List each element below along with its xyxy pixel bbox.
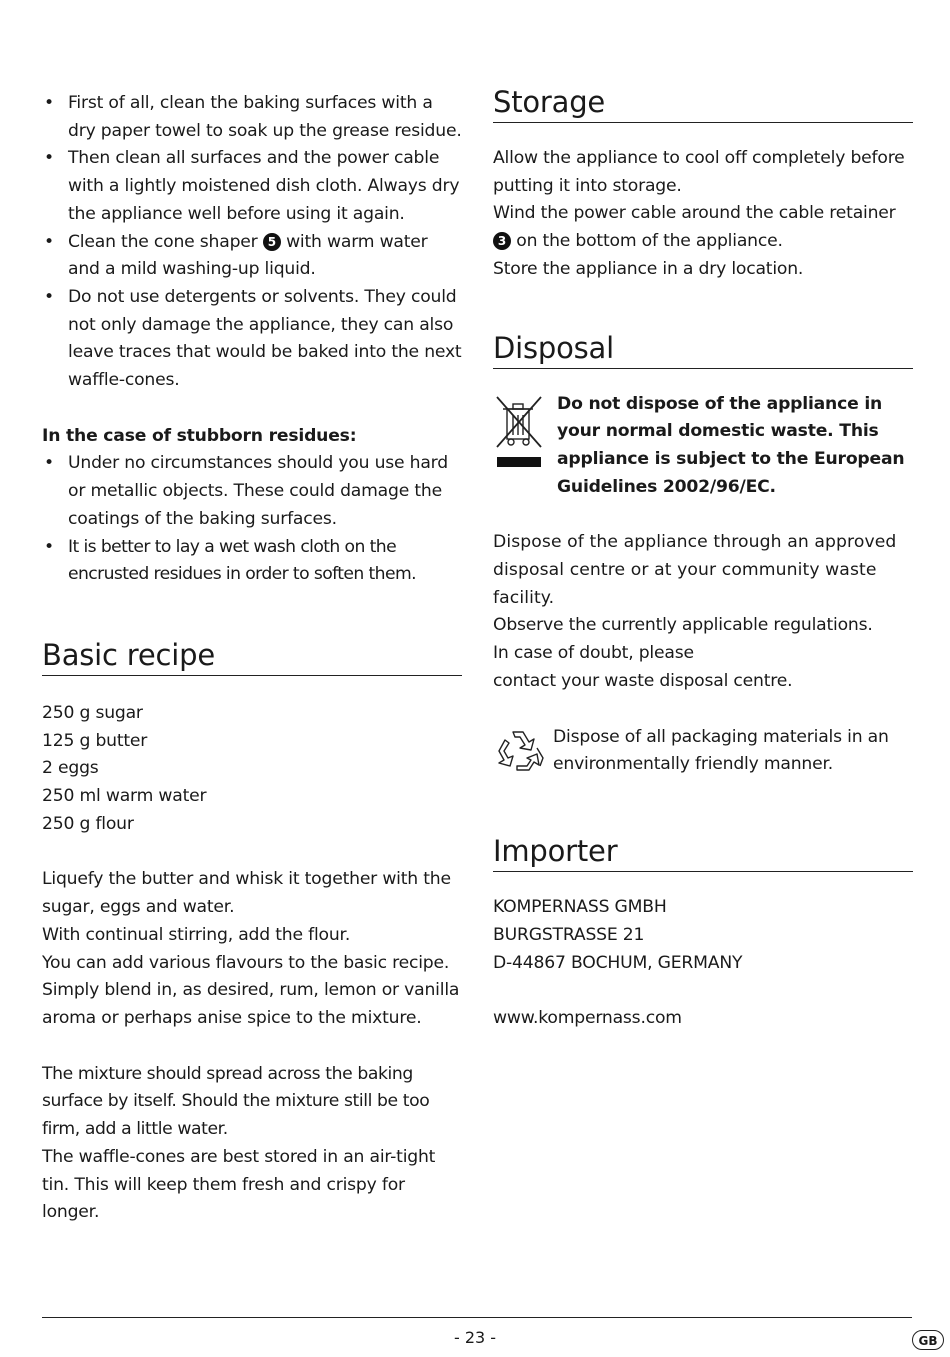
paragraph: Dispose of the appliance through an approved disposal centre or at your community waste facility. <box>493 532 897 608</box>
ingredient: 250 g flour <box>42 813 134 834</box>
right-column <box>493 0 913 1033</box>
list-item: • Under no circumstances should you use hard or metallic objects. These could damage the coatings of the baking surfaces. <box>42 450 462 533</box>
list-item-text: with warm water and a mild washing-up liquid. <box>68 231 428 280</box>
weee-notice <box>493 391 913 502</box>
left-column <box>42 0 462 1227</box>
list-item: • Then clean all surfaces and the power cable with a lightly moistened dish cloth. Always dry the appliance well before using it again. <box>42 145 462 228</box>
paragraph: Store the appliance in a dry location. <box>493 258 804 279</box>
paragraph: Observe the currently applicable regulations. <box>493 615 873 636</box>
ingredients-list <box>42 700 462 839</box>
paragraph: In case of doubt, please <box>493 643 694 664</box>
storage-text <box>493 145 913 284</box>
page-number: - 23 - <box>453 1328 497 1347</box>
list-item: • Do not use detergents or solvents. They could not only damage the appliance, they can also leave traces that would be baked into the next waffle-cones. <box>42 284 462 395</box>
disposal-text <box>493 529 913 695</box>
importer-address <box>493 894 913 977</box>
weee-note-text: Do not dispose of the appliance in your normal domestic waste. This appliance is subject to the European Guidelines 2002/96/EC. <box>557 393 905 497</box>
recipe-heading: Basic recipe <box>42 637 462 676</box>
stubborn-residues-heading: In the case of stubborn residues: <box>42 425 357 446</box>
recycling-icon <box>493 724 551 788</box>
list-item: • First of all, clean the baking surfaces with a dry paper towel to soak up the grease residue. <box>42 90 462 145</box>
cleaning-list <box>42 90 462 395</box>
list-item-text: Clean the cone shaper <box>68 231 258 252</box>
recipe-instructions <box>42 866 462 1032</box>
ingredient: 125 g butter <box>42 730 148 751</box>
ingredient: 250 g sugar <box>42 702 143 723</box>
list-item: • It is better to lay a wet wash cloth on the encrusted residues in order to soften them. <box>42 534 462 589</box>
importer-heading: Importer <box>493 833 913 872</box>
storage-heading: Storage <box>493 84 913 123</box>
packaging-note-text: Dispose of all packaging materials in an environmentally friendly manner. <box>553 726 889 775</box>
part-number-badge: 5 <box>263 233 281 251</box>
address-line: BURGSTRASSE 21 <box>493 924 645 945</box>
disposal-heading: Disposal <box>493 330 913 369</box>
paragraph <box>493 200 913 255</box>
part-number-badge: 3 <box>493 232 511 250</box>
paragraph: With continual stirring, add the flour. <box>42 924 351 945</box>
footer-divider <box>42 1317 912 1318</box>
website-link[interactable]: www.kompernass.com <box>493 1008 682 1029</box>
address-line: D-44867 BOCHUM, GERMANY <box>493 952 743 973</box>
paragraph: Liquefy the butter and whisk it together with the sugar, eggs and water. <box>42 869 451 918</box>
crossed-out-wheelie-bin-icon <box>493 391 553 502</box>
paragraph: contact your waste disposal centre. <box>493 670 793 691</box>
language-badge: GB <box>912 1330 944 1350</box>
paragraph-text: Wind the power cable around the cable retainer <box>493 203 896 224</box>
ingredient: 2 eggs <box>42 758 99 779</box>
paragraph: You can add various flavours to the basic recipe. Simply blend in, as desired, rum, lemon or vanilla aroma or perhaps anise spice to the mixture. <box>42 952 460 1028</box>
paragraph-text: on the bottom of the appliance. <box>516 231 783 252</box>
address-line: KOMPERNASS GMBH <box>493 897 667 918</box>
paragraph: Allow the appliance to cool off completely before putting it into storage. <box>493 148 905 196</box>
list-item <box>42 229 462 284</box>
recipe-tips <box>42 1061 462 1227</box>
paragraph: The waffle-cones are best stored in an air-tight tin. This will keep them fresh and crispy for longer. <box>42 1146 436 1223</box>
ingredient: 250 ml warm water <box>42 786 207 807</box>
paragraph: The mixture should spread across the baking surface by itself. Should the mixture still be too firm, add a little water. <box>42 1063 430 1140</box>
packaging-notice <box>493 724 913 788</box>
stubborn-list <box>42 450 462 589</box>
